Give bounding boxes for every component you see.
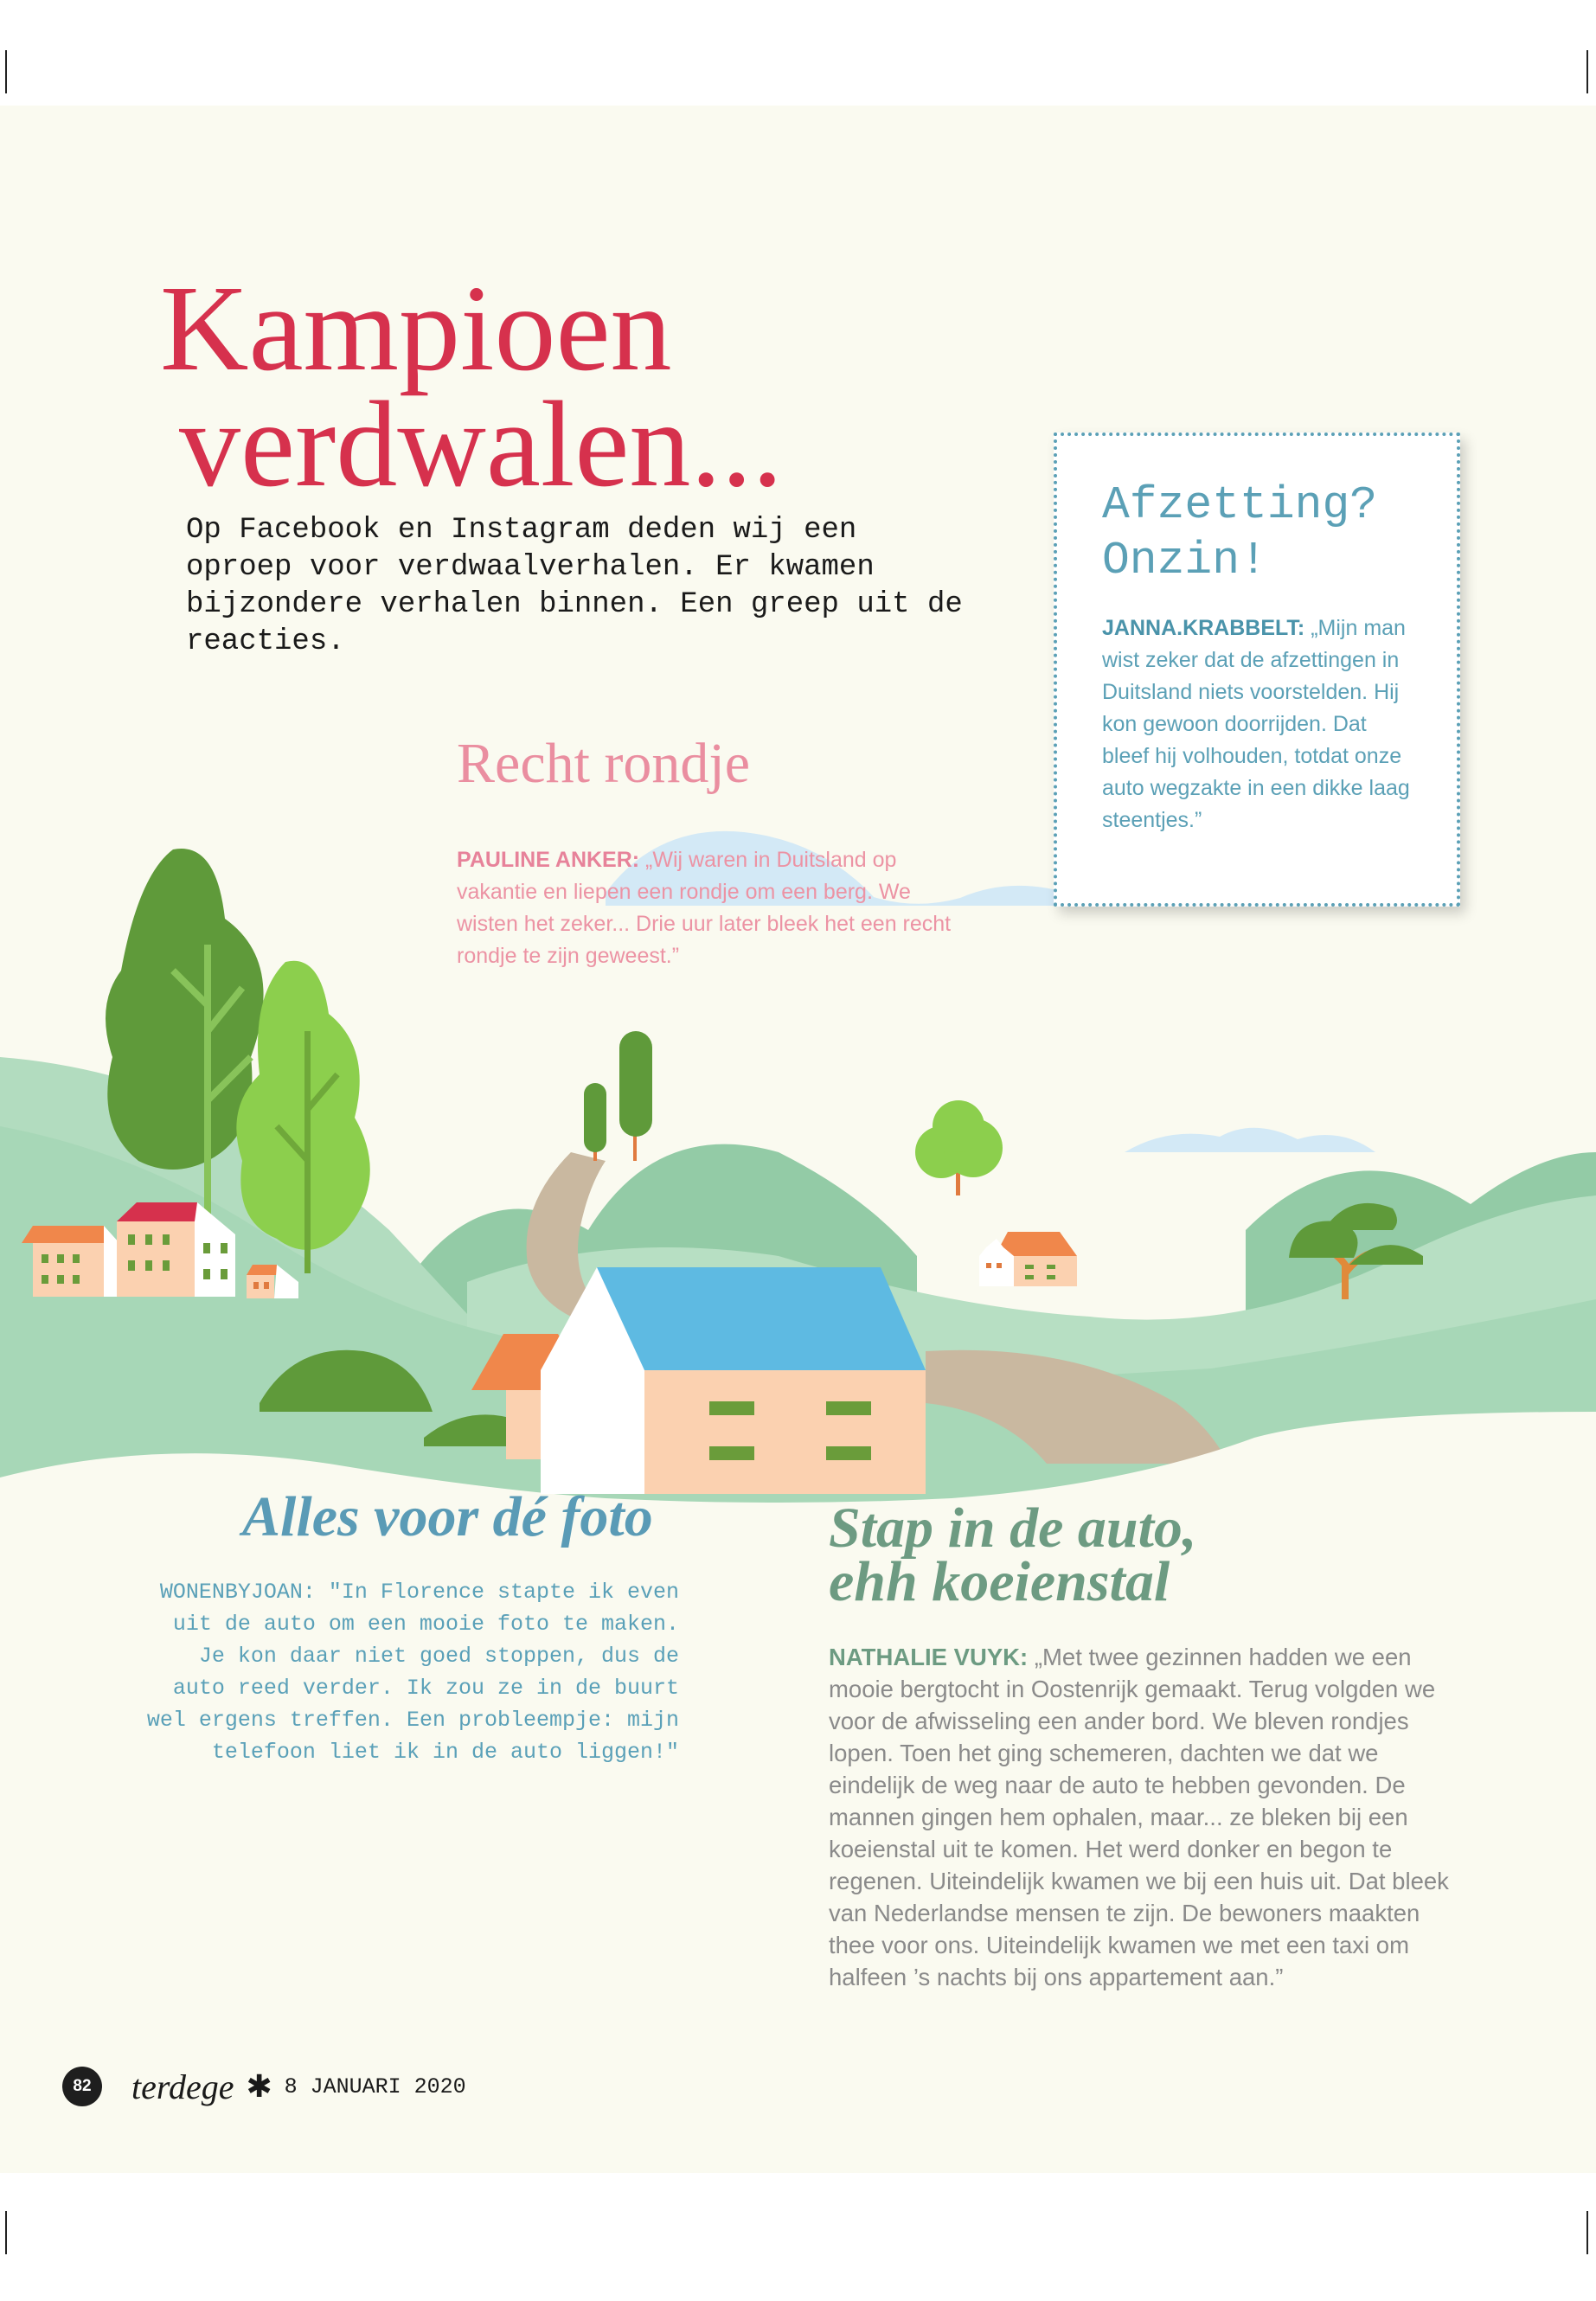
story-heading-afzetting (1102, 478, 1412, 588)
story-author: JANNA.KRABBELT: (1102, 616, 1305, 640)
story-text-stap (829, 1641, 1469, 1993)
story-quote: „Met twee gezinnen hadden we een mooie bergtocht in Oostenrijk gemaakt. Terug volgden we voor de afwisseling een ander bord. We bleven rondjes lopen. Toen het ging schemeren, dachten we dat we eindelijk de weg naar de auto te hebben gevonden. De mannen gingen hem ophalen, maar... ze bleken bij een koeienstal uit te komen. Het werd donker en begon te regenen. Uiteindelijk kwamen we bij een huis uit. Dat bleek van Nederlandse mensen te zijn. De bewoners maakten thee voor ons. Uiteindelijk kwamen we met een taxi om halfeen ’s nachts bij ons appartement aan.” (829, 1644, 1449, 1990)
story-heading-recht: Recht rondje (457, 732, 751, 795)
story-quote: "In Florence stapte ik even uit de auto om een mooie foto te maken. Je kon daar niet goed stoppen, dus de auto reed verder. Ik zou ze in de buurt wel ergens treffen. Een probleempje: mijn telefoon liet ik in de auto liggen!" (146, 1580, 679, 1765)
title-line-1: Kampioen (160, 260, 672, 396)
tree-icon (915, 1100, 1003, 1195)
crop-mark (5, 2211, 7, 2254)
story-heading-stap (829, 1497, 1197, 1613)
story-author: WONENBYJOAN: (159, 1580, 316, 1605)
crop-mark (5, 50, 7, 93)
issue-date: 8 JANUARI 2020 (284, 2073, 466, 2099)
crop-mark (1586, 2211, 1588, 2254)
title-line-2: verdwalen... (179, 375, 783, 512)
heading-line: Afzetting? (1102, 479, 1378, 531)
story-box-afzetting (1054, 433, 1460, 907)
story-quote: „Wij waren in Duitsland op vakantie en liepen een rondje om een berg. We wisten het zeker... Drie uur later bleek het een recht rondje te zijn geweest.” (457, 848, 952, 968)
magazine-logo: terdege (131, 2067, 234, 2106)
heading-line: Stap in de auto, (829, 1497, 1197, 1560)
story-quote: „Mijn man wist zeker dat de afzettingen in Duitsland niets voorstelden. Hij kon gewoon doorrijden. Dat bleef hij volhouden, totdat onze auto wegzakte in een dikke laag steentjes.” (1102, 616, 1410, 832)
story-author: NATHALIE VUYK: (829, 1644, 1029, 1670)
heading-line: ehh koeienstal (829, 1550, 1170, 1613)
intro-text: Op Facebook en Instagram deden wij een oproep voor verdwaalverhalen. Er kwamen bijzondere verhalen binnen. Een greep uit de reacties. (186, 514, 963, 658)
asterisk-icon: ✱ (246, 2068, 272, 2105)
story-heading-foto: Alles voor dé foto (242, 1485, 653, 1548)
magazine-page (0, 106, 1596, 2173)
page-number: 82 (62, 2067, 102, 2106)
tree-icon (584, 1031, 652, 1161)
house-icon (979, 1232, 1077, 1286)
page-footer (62, 2065, 466, 2108)
cloud-icon (1125, 1128, 1375, 1152)
heading-line: Onzin! (1102, 535, 1267, 586)
story-author: PAULINE ANKER: (457, 848, 640, 872)
article-title (160, 260, 783, 512)
story-text-afzetting (1102, 612, 1412, 836)
story-text-foto (138, 1576, 679, 1768)
crop-mark (1586, 50, 1588, 93)
house-icon (22, 1226, 119, 1297)
house-icon (541, 1267, 926, 1494)
story-text-recht (457, 844, 976, 972)
